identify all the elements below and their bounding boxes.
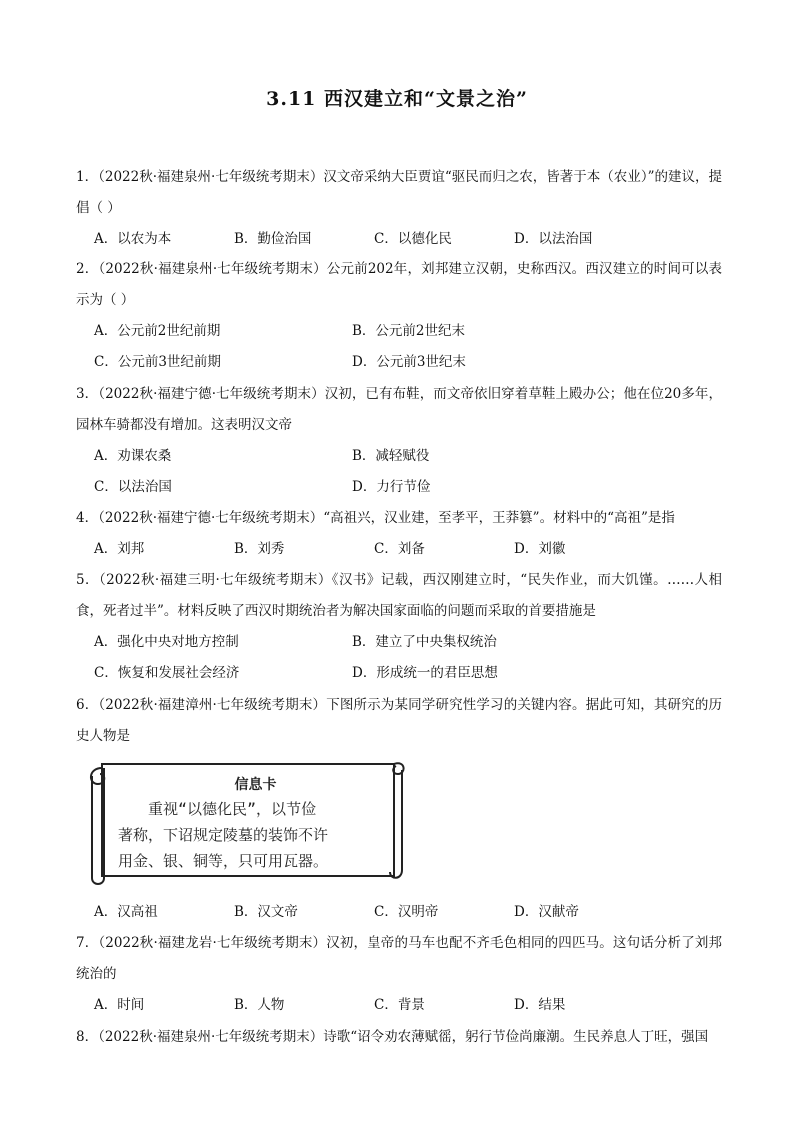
info-card-text <box>118 776 393 874</box>
option-c[interactable]: C．恢复和发展社会经济 <box>94 665 240 681</box>
option-d[interactable]: D．形成统一的君臣思想 <box>352 665 498 681</box>
option-c[interactable]: C．汉明帝 <box>374 904 439 920</box>
options-row <box>76 441 722 472</box>
question-stem: 4．（2022秋·福建宁德·七年级统考期末）“高祖兴，汉业建，至孝平，王莽篡”。材料中的“高祖”是指 <box>76 510 675 526</box>
option-a[interactable]: A．刘邦 <box>94 541 145 557</box>
question-2 <box>76 254 722 378</box>
question-7 <box>76 928 722 1021</box>
option-b[interactable]: B．人物 <box>234 997 285 1013</box>
options-row <box>76 627 722 658</box>
option-b[interactable]: B．刘秀 <box>234 541 285 557</box>
info-card-line: 著称，下诏规定陵墓的装饰不许 <box>118 826 329 844</box>
question-stem: 3．（2022秋·福建宁德·七年级统考期末）汉初，已有布鞋，而文帝依旧穿着草鞋上殿办公；他在位20多年，园林车骑都没有增加。这表明汉文帝 <box>76 386 722 433</box>
options-row <box>76 897 722 928</box>
question-6 <box>76 690 722 752</box>
question-stem: 6．（2022秋·福建漳州·七年级统考期末）下图所示为某同学研究性学习的关键内容。据此可知，其研究的历史人物是 <box>76 697 722 744</box>
option-c[interactable]: C．以法治国 <box>94 479 172 495</box>
question-stem: 5．（2022秋·福建三明·七年级统考期末）《汉书》记载，西汉刚建立时，“民失作业，而大饥馑。……人相食，死者过半”。材料反映了西汉时期统治者为解决国家面临的问题而采取的首要措施是 <box>76 572 722 619</box>
question-stem: 8．（2022秋·福建泉州·七年级统考期末）诗歌“诏令劝农薄赋徭，躬行节俭尚廉潮。生民养息人丁旺，强国 <box>76 1029 709 1045</box>
question-5 <box>76 565 722 689</box>
option-d[interactable]: D．汉献帝 <box>514 904 579 920</box>
option-b[interactable]: B．减轻赋役 <box>352 448 430 464</box>
options-row <box>76 534 722 565</box>
option-b[interactable]: B．汉文帝 <box>234 904 298 920</box>
option-c[interactable]: C．背景 <box>374 997 425 1013</box>
question-stem: 7．（2022秋·福建龙岩·七年级统考期末）汉初，皇帝的马车也配不齐毛色相同的四匹马。这句话分析了刘邦统治的 <box>76 935 722 982</box>
options-row <box>76 347 722 378</box>
question-4 <box>76 503 722 565</box>
option-d[interactable]: D．以法治国 <box>514 231 593 247</box>
option-d[interactable]: D．刘徽 <box>514 541 566 557</box>
info-card-line: 重视“以德化民”，以节俭 <box>118 800 317 818</box>
question-1 <box>76 162 722 255</box>
option-c[interactable]: C．刘备 <box>374 541 425 557</box>
info-card-scroll <box>88 754 408 886</box>
options-row <box>76 472 722 503</box>
info-card-title: 信息卡 <box>234 777 277 793</box>
option-a[interactable]: A．时间 <box>94 997 145 1013</box>
option-a[interactable]: A．劝课农桑 <box>94 448 172 464</box>
option-d[interactable]: D．公元前3世纪末 <box>352 354 466 370</box>
option-c[interactable]: C．公元前3世纪前期 <box>94 354 221 370</box>
options-row <box>76 316 722 347</box>
question-6-options <box>76 897 722 928</box>
option-b[interactable]: B．建立了中央集权统治 <box>352 634 497 650</box>
option-a[interactable]: A．汉高祖 <box>94 904 158 920</box>
option-a[interactable]: A．强化中央对地方控制 <box>94 634 239 650</box>
option-c[interactable]: C．以德化民 <box>374 231 452 247</box>
option-d[interactable]: D．力行节俭 <box>352 479 431 495</box>
question-stem: 2．（2022秋·福建泉州·七年级统考期末）公元前202年，刘邦建立汉朝，史称西汉。西汉建立的时间可以表示为（ ） <box>76 261 722 308</box>
options-row <box>76 658 722 689</box>
option-a[interactable]: A．公元前2世纪前期 <box>94 323 221 339</box>
options-row <box>76 224 722 255</box>
option-a[interactable]: A．以农为本 <box>94 231 172 247</box>
info-card-line: 用金、银、铜等，只可用瓦器。 <box>118 852 329 870</box>
page-title: 3.11 西汉建立和“文景之治” <box>266 88 528 110</box>
question-8 <box>76 1022 722 1053</box>
options-row <box>76 990 722 1021</box>
option-b[interactable]: B．勤俭治国 <box>234 231 312 247</box>
question-stem: 1．（2022秋·福建泉州·七年级统考期末）汉文帝采纳大臣贾谊“驱民而归之农，皆著于本（农业）”的建议，提倡（ ） <box>76 169 722 216</box>
option-b[interactable]: B．公元前2世纪末 <box>352 323 466 339</box>
question-3 <box>76 379 722 503</box>
option-d[interactable]: D．结果 <box>514 997 566 1013</box>
